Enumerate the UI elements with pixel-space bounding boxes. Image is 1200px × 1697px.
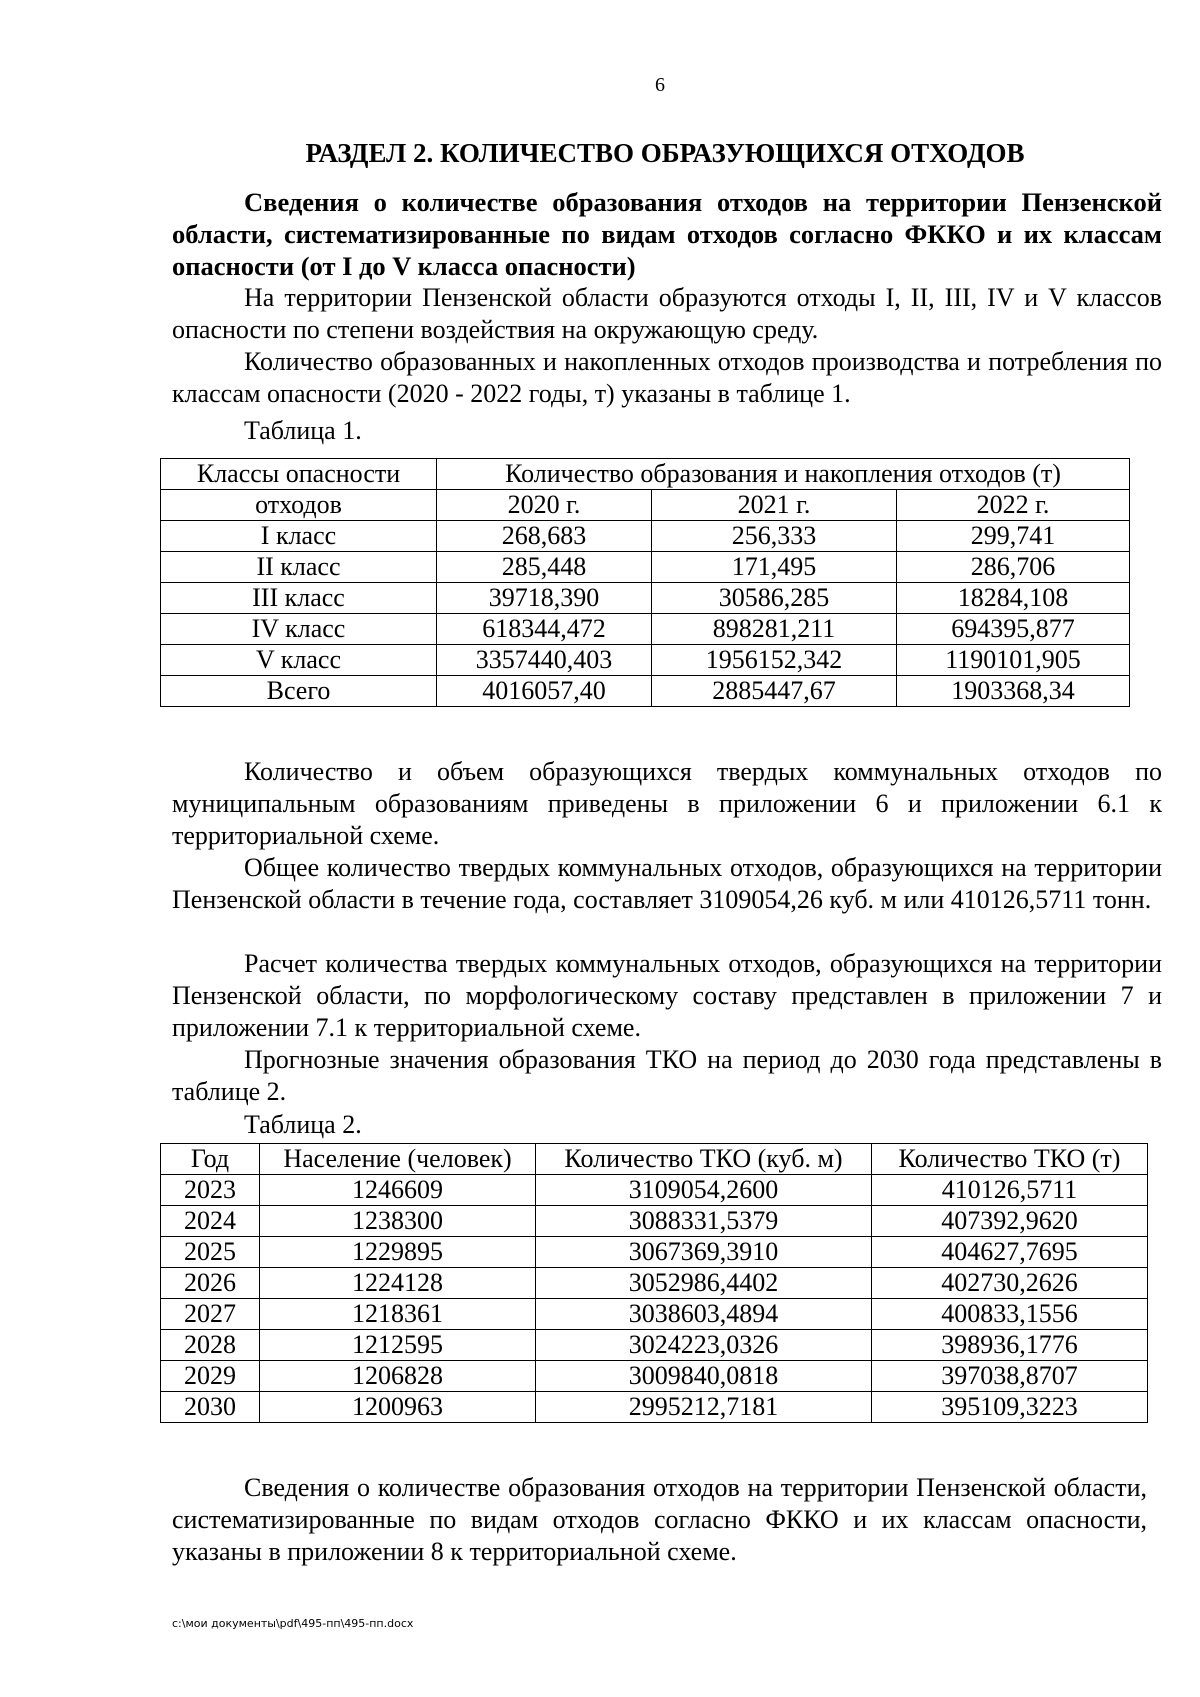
row-label: V класс bbox=[161, 645, 437, 676]
table-row bbox=[161, 1392, 1148, 1423]
cell: 1190101,905 bbox=[897, 645, 1130, 676]
cell: 898281,211 bbox=[652, 614, 897, 645]
cell: 256,333 bbox=[652, 521, 897, 552]
table-header-row bbox=[161, 459, 1130, 490]
cell: 400833,1556 bbox=[872, 1299, 1148, 1330]
cell: 2028 bbox=[161, 1330, 260, 1361]
cell: 1903368,34 bbox=[897, 676, 1130, 707]
section-title: РАЗДЕЛ 2. КОЛИЧЕСТВО ОБРАЗУЮЩИХСЯ ОТХОДОВ bbox=[305, 138, 1025, 168]
tko-forecast-table bbox=[160, 1143, 1148, 1423]
header-year: Год bbox=[161, 1144, 260, 1175]
cell: 285,448 bbox=[437, 552, 652, 583]
cell: 3357440,403 bbox=[437, 645, 652, 676]
table2-caption: Таблица 2. bbox=[244, 1110, 362, 1139]
cell: 30586,285 bbox=[652, 583, 897, 614]
cell: 1224128 bbox=[260, 1268, 536, 1299]
cell: 2024 bbox=[161, 1206, 260, 1237]
table1-caption: Таблица 1. bbox=[244, 416, 362, 445]
cell: 3067369,3910 bbox=[536, 1237, 872, 1268]
paragraph-1: На территории Пензенской области образуются отходы I, II, III, IV и V классов опасности по степени воздействия на окружающую среду. bbox=[172, 283, 1162, 344]
header-class-line2: отходов bbox=[161, 490, 437, 521]
cell: 299,741 bbox=[897, 521, 1130, 552]
cell: 402730,2626 bbox=[872, 1268, 1148, 1299]
cell: 268,683 bbox=[437, 521, 652, 552]
cell: 397038,8707 bbox=[872, 1361, 1148, 1392]
paragraph-4: Общее количество твердых коммунальных отходов, образующихся на территории Пензенской области в течение года, составляет 3109054,26 куб. м или 410126,5711 тонн. bbox=[172, 853, 1162, 914]
cell: 398936,1776 bbox=[872, 1330, 1148, 1361]
paragraph-6: Прогнозные значения образования ТКО на период до 2030 года представлены в таблице 2. bbox=[172, 1045, 1162, 1106]
footer-file-path: c:\мои документы\pdf\495-пп\495-пп.docx bbox=[172, 1617, 414, 1630]
cell: 4016057,40 bbox=[437, 676, 652, 707]
cell: 3009840,0818 bbox=[536, 1361, 872, 1392]
table-row bbox=[161, 645, 1130, 676]
row-label: II класс bbox=[161, 552, 437, 583]
row-label: Всего bbox=[161, 676, 437, 707]
cell: 2995212,7181 bbox=[536, 1392, 872, 1423]
cell: 1246609 bbox=[260, 1175, 536, 1206]
cell: 1212595 bbox=[260, 1330, 536, 1361]
subtitle: Сведения о количестве образования отходов на территории Пензенской области, систематизированные по видам отходов согласно ФККО и их классам опасности (от I до V класса опасности) bbox=[172, 187, 1162, 281]
row-label: IV класс bbox=[161, 614, 437, 645]
header-population: Население (человек) bbox=[260, 1144, 536, 1175]
table-header-row bbox=[161, 1144, 1148, 1175]
header-tko-weight: Количество ТКО (т) bbox=[872, 1144, 1148, 1175]
row-label: I класс bbox=[161, 521, 437, 552]
table-row bbox=[161, 1268, 1148, 1299]
paragraph-2: Количество образованных и накопленных отходов производства и потребления по классам опасности (2020 - 2022 годы, т) указаны в таблице 1. bbox=[172, 347, 1162, 408]
page-number: 6 bbox=[655, 74, 665, 96]
cell: 618344,472 bbox=[437, 614, 652, 645]
cell: 1200963 bbox=[260, 1392, 536, 1423]
header-year: 2021 г. bbox=[652, 490, 897, 521]
cell: 1238300 bbox=[260, 1206, 536, 1237]
cell: 3088331,5379 bbox=[536, 1206, 872, 1237]
cell: 410126,5711 bbox=[872, 1175, 1148, 1206]
cell: 3052986,4402 bbox=[536, 1268, 872, 1299]
header-tko-volume: Количество ТКО (куб. м) bbox=[536, 1144, 872, 1175]
cell: 2027 bbox=[161, 1299, 260, 1330]
table-row bbox=[161, 552, 1130, 583]
cell: 1218361 bbox=[260, 1299, 536, 1330]
table-row bbox=[161, 521, 1130, 552]
waste-classes-table bbox=[160, 458, 1130, 707]
table-row bbox=[161, 1237, 1148, 1268]
cell: 2885447,67 bbox=[652, 676, 897, 707]
cell: 395109,3223 bbox=[872, 1392, 1148, 1423]
cell: 39718,390 bbox=[437, 583, 652, 614]
cell: 2026 bbox=[161, 1268, 260, 1299]
paragraph-7: Сведения о количестве образования отходов на территории Пензенской области, систематизированные по видам отходов согласно ФККО и их классам опасности, указаны в приложении 8 к территориальной схеме. bbox=[172, 1473, 1147, 1566]
cell: 2025 bbox=[161, 1237, 260, 1268]
cell: 171,495 bbox=[652, 552, 897, 583]
table-row bbox=[161, 1175, 1148, 1206]
table-row bbox=[161, 1299, 1148, 1330]
row-label: III класс bbox=[161, 583, 437, 614]
table-header-row bbox=[161, 490, 1130, 521]
cell: 286,706 bbox=[897, 552, 1130, 583]
cell: 694395,877 bbox=[897, 614, 1130, 645]
table-row bbox=[161, 1330, 1148, 1361]
cell: 404627,7695 bbox=[872, 1237, 1148, 1268]
cell: 18284,108 bbox=[897, 583, 1130, 614]
cell: 3038603,4894 bbox=[536, 1299, 872, 1330]
table-row bbox=[161, 583, 1130, 614]
table-row bbox=[161, 676, 1130, 707]
header-year: 2020 г. bbox=[437, 490, 652, 521]
cell: 3109054,2600 bbox=[536, 1175, 872, 1206]
cell: 1956152,342 bbox=[652, 645, 897, 676]
cell: 3024223,0326 bbox=[536, 1330, 872, 1361]
header-year: 2022 г. bbox=[897, 490, 1130, 521]
header-class-line1: Классы опасности bbox=[161, 459, 437, 490]
cell: 2030 bbox=[161, 1392, 260, 1423]
cell: 2023 bbox=[161, 1175, 260, 1206]
table-row bbox=[161, 1206, 1148, 1237]
paragraph-3: Количество и объем образующихся твердых коммунальных отходов по муниципальным образованиям приведены в приложении 6 и приложении 6.1 к территориальной схеме. bbox=[172, 757, 1162, 850]
cell: 1229895 bbox=[260, 1237, 536, 1268]
header-group: Количество образования и накопления отходов (т) bbox=[437, 459, 1130, 490]
cell: 2029 bbox=[161, 1361, 260, 1392]
cell: 407392,9620 bbox=[872, 1206, 1148, 1237]
paragraph-5: Расчет количества твердых коммунальных отходов, образующихся на территории Пензенской области, по морфологическому составу представлен в приложении 7 и приложении 7.1 к территориальной схеме. bbox=[172, 949, 1162, 1042]
table-row bbox=[161, 614, 1130, 645]
cell: 1206828 bbox=[260, 1361, 536, 1392]
table-row bbox=[161, 1361, 1148, 1392]
